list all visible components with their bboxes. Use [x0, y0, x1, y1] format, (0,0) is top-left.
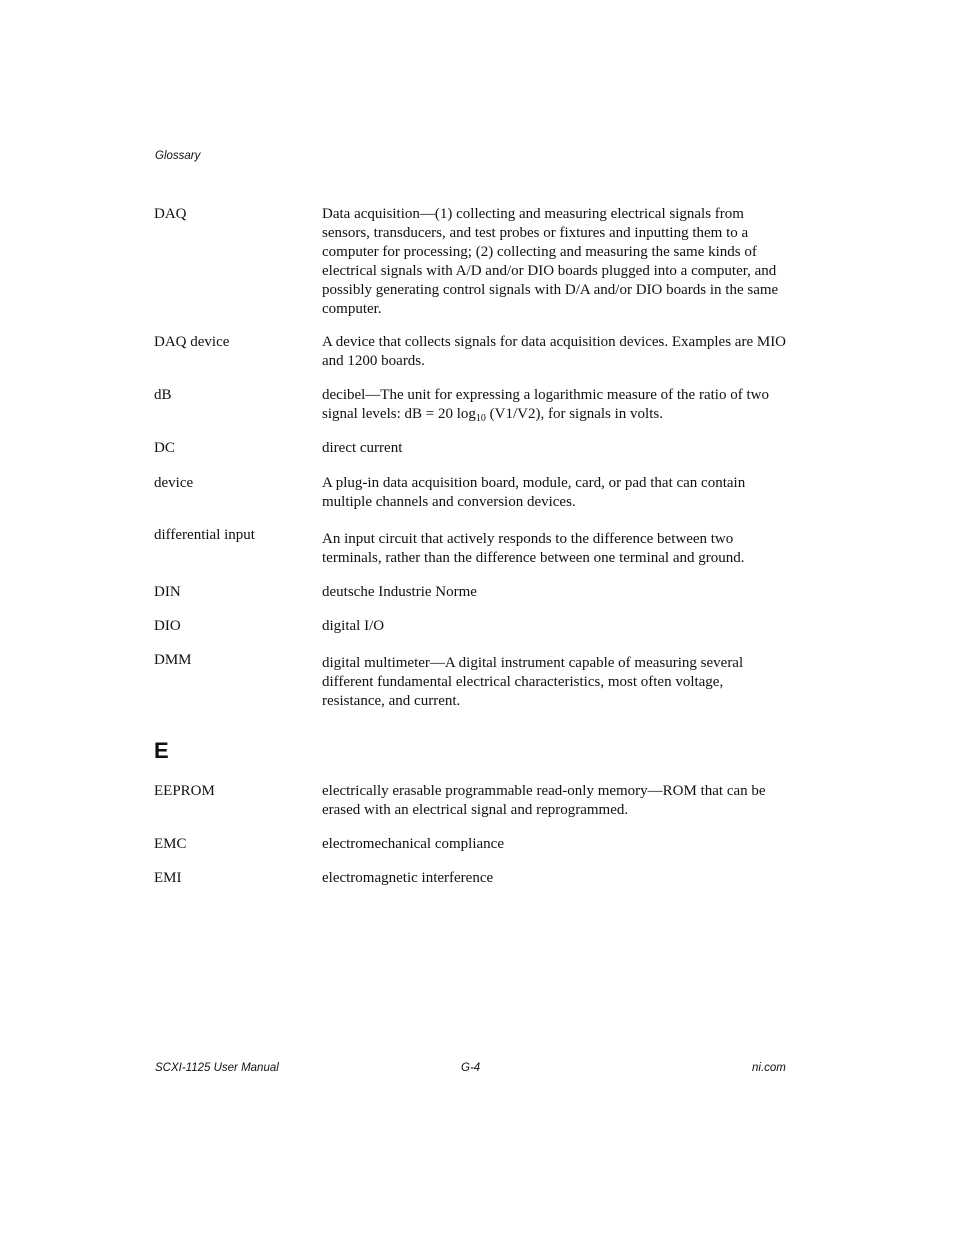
glossary-term: DC — [154, 440, 175, 456]
footer-manual-title: SCXI-1125 User Manual — [155, 1062, 279, 1074]
glossary-definition: direct current — [322, 440, 403, 456]
glossary-term: EMC — [154, 836, 187, 852]
glossary-term: DIN — [154, 584, 181, 600]
section-heading-e: E — [154, 738, 169, 763]
glossary-term: differential input — [154, 527, 255, 543]
glossary-definition: A plug-in data acquisition board, module, card, or pad that can contain multiple channels and conversion devices. — [322, 475, 746, 510]
footer-page-number: G-4 — [461, 1062, 481, 1074]
glossary-term: DMM — [154, 652, 192, 668]
glossary-definition: Data acquisition—(1) collecting and measuring electrical signals from sensors, transducers, and test probes or fixtures and inputting them to a computer for processing; (2) collecting and measuring the same kinds of electrical signals with A/D and/or DIO boards plugged into a computer, and possibly generating control signals with D/A and/or DIO boards in the same computer. — [322, 206, 779, 317]
glossary-definition — [322, 386, 787, 424]
glossary-term: device — [154, 475, 194, 491]
glossary-term: DIO — [154, 618, 181, 634]
footer-website: ni.com — [752, 1062, 786, 1074]
glossary-definition: electromechanical compliance — [322, 836, 504, 852]
glossary-definition: electromagnetic interference — [322, 870, 494, 886]
glossary-definition: electrically erasable programmable read-only memory—ROM that can be erased with an electrical signal and reprogrammed. — [322, 783, 766, 818]
glossary-definition: An input circuit that actively responds to the difference between two terminals, rather than the difference between one terminal and ground. — [322, 531, 745, 566]
running-head: Glossary — [155, 150, 201, 162]
glossary-term: DAQ — [154, 206, 187, 222]
glossary-term: dB — [154, 387, 172, 403]
glossary-term: DAQ device — [154, 334, 230, 350]
glossary-definition: deutsche Industrie Norme — [322, 584, 477, 600]
glossary-term: EEPROM — [154, 783, 215, 799]
glossary-definition: digital I/O — [322, 618, 385, 634]
glossary-definition: A device that collects signals for data acquisition devices. Examples are MIO and 1200 boards. — [322, 334, 787, 369]
definition-text: (V1/V2), for signals in volts. — [485, 406, 663, 422]
glossary-definition: digital multimeter—A digital instrument capable of measuring several different fundamental electrical characteristics, most often voltage, resistance, and current. — [322, 655, 744, 709]
log-base-subscript: 10 — [475, 413, 486, 424]
glossary-term: EMI — [154, 870, 182, 886]
definition-text: decibel—The unit for expressing a logarithmic measure of the ratio of two signal levels: dB = 20 log — [322, 387, 769, 422]
